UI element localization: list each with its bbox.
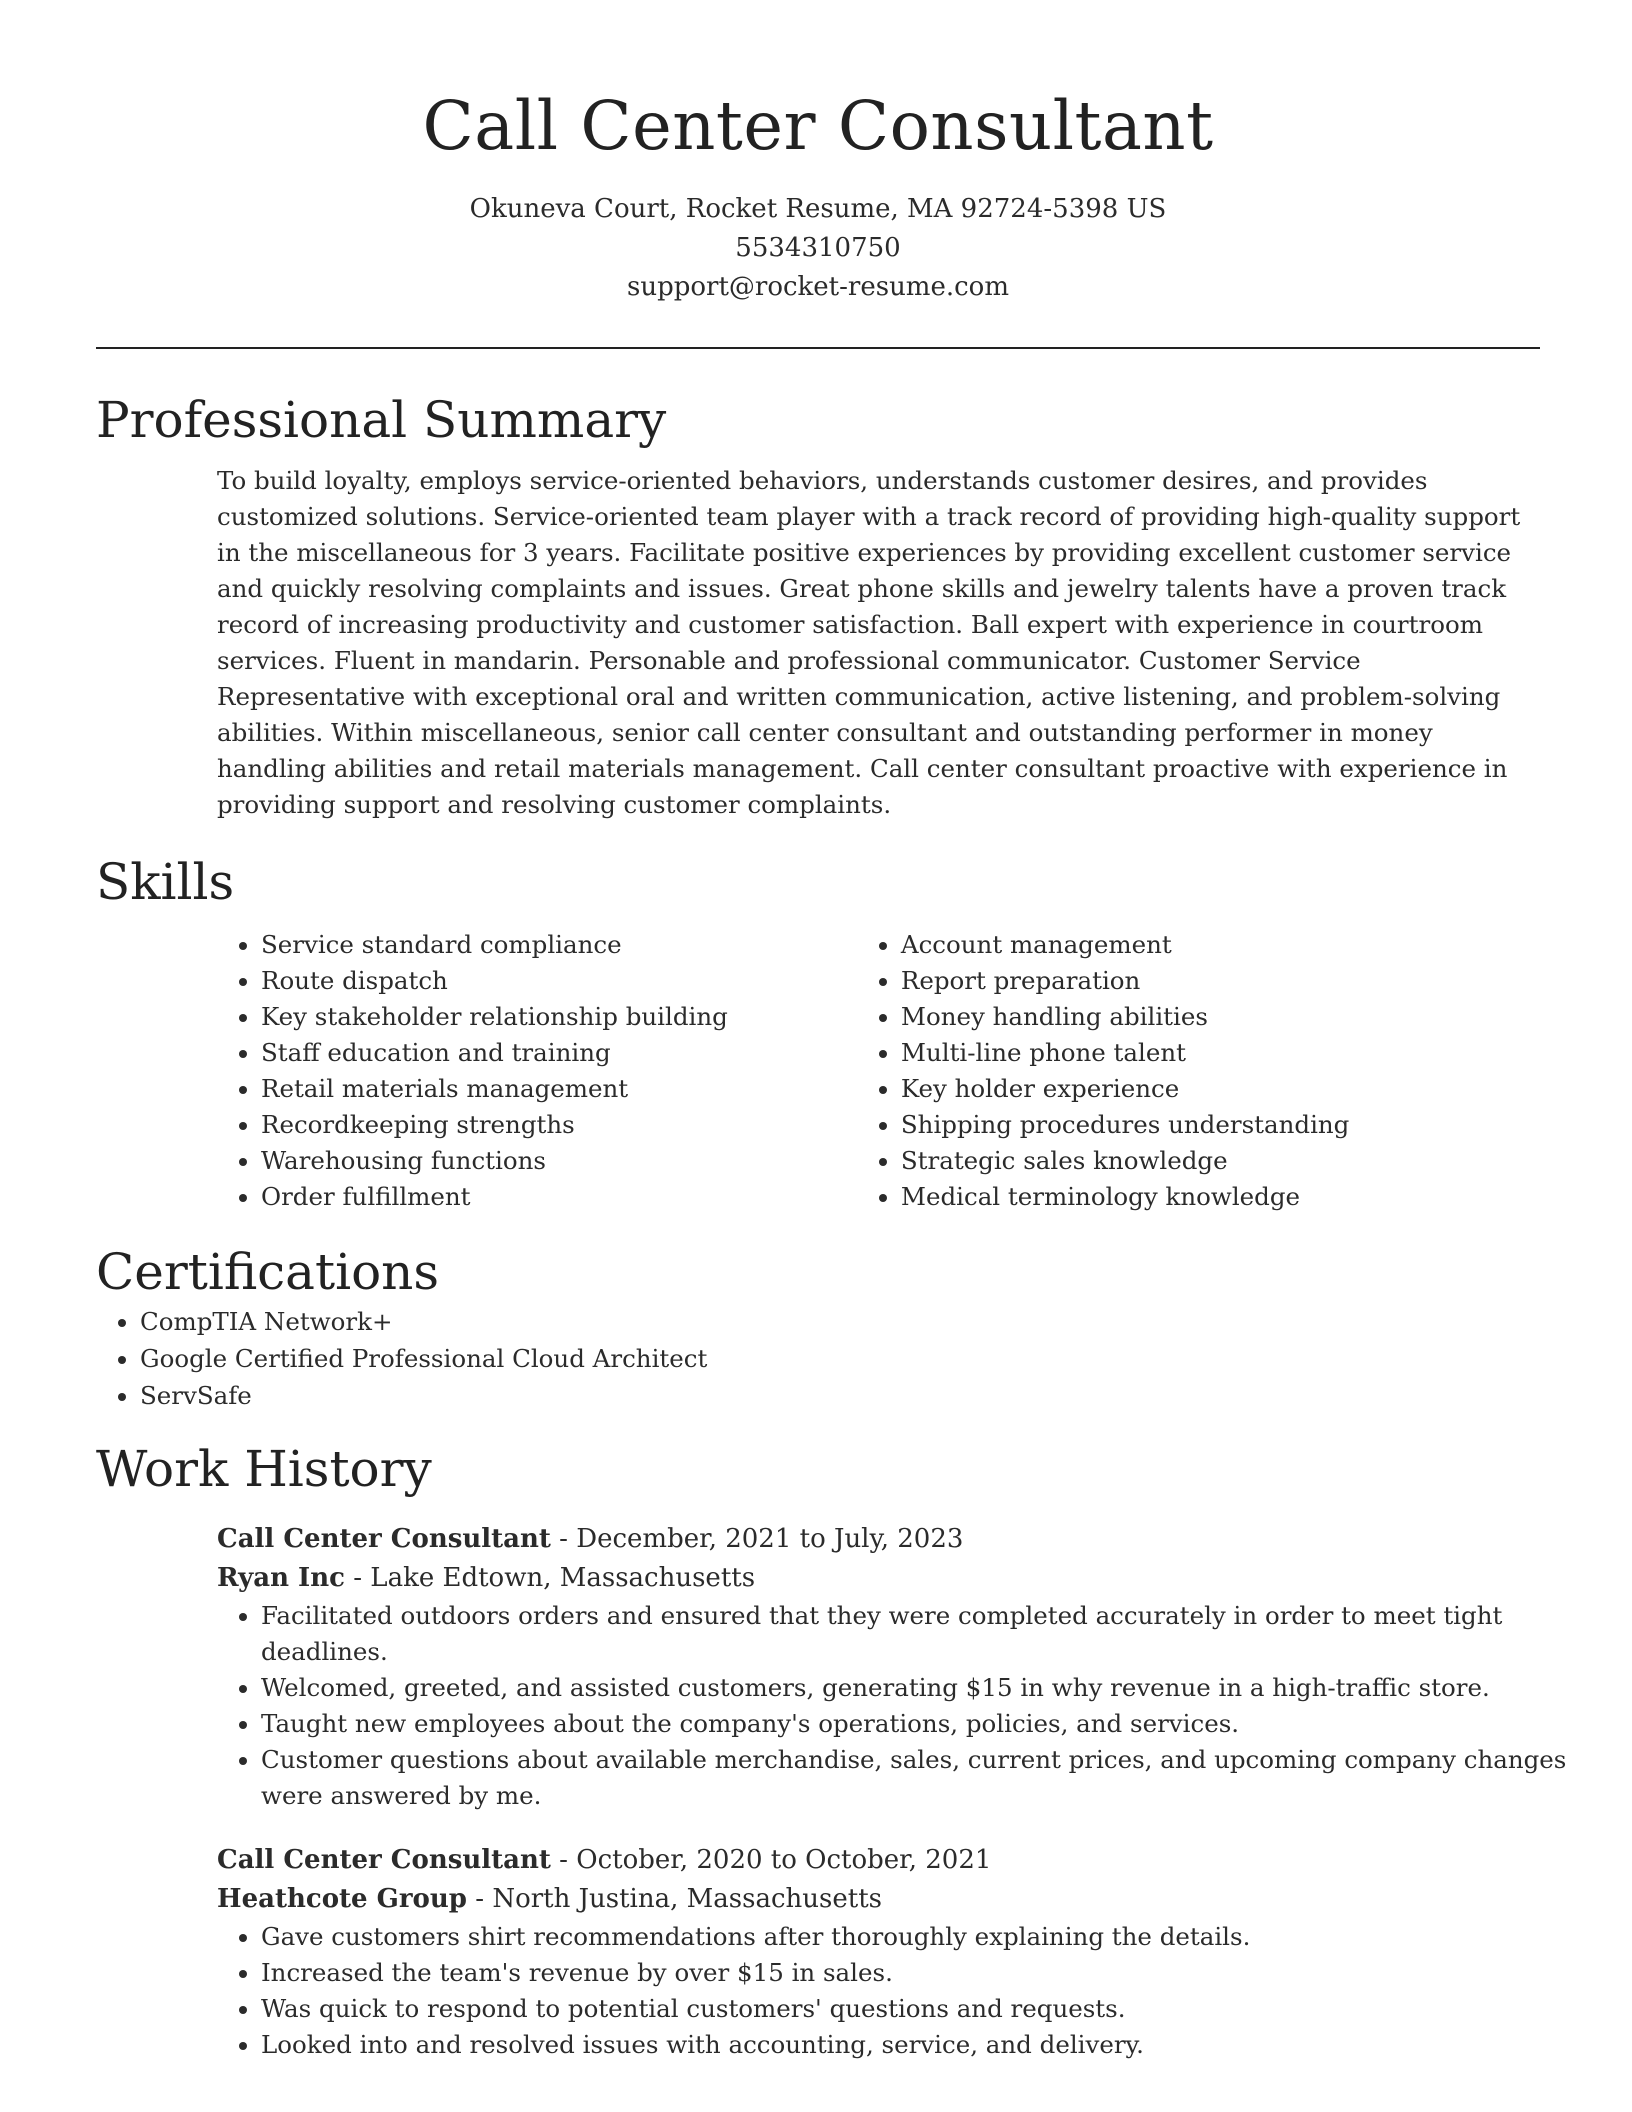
- job-dates: October, 2020 to October, 2021: [576, 1845, 992, 1875]
- job-duty: • Taught new employees about the company's operations, policies, and services.: [261, 1706, 1584, 1742]
- skills-heading: Skills: [96, 853, 235, 911]
- work-history-heading: Work History: [96, 1440, 432, 1498]
- job-duty: • Welcomed, greeted, and assisted customers, generating $15 in why revenue in a high-traffic store.: [261, 1670, 1584, 1706]
- skill-item: • Recordkeeping strengths: [261, 1107, 857, 1143]
- skill-item: • Order fulfillment: [261, 1179, 857, 1215]
- summary-text: To build loyalty, employs service-oriented behaviors, understands customer desires, and provides customized solutions. Service-oriented team player with a track record of providing high-quality support in the miscellaneous for 3 years. Facilitate positive experiences by providing excellent customer service and quickly resolving complaints and issues. Great phone skills and jewelry talents have a proven track record of increasing productivity and customer satisfaction. Ball expert with experience in courtroom services. Fluent in mandarin. Personable and professional communicator. Customer Service Representative with exceptional oral and written communication, active listening, and problem-solving abilities. Within miscellaneous, senior call center consultant and outstanding performer in money handling abilities and retail materials management. Call center consultant proactive with experience in providing support and resolving customer complaints.: [217, 466, 1521, 819]
- job-role: Call Center Consultant: [217, 1845, 551, 1875]
- skill-item: • Strategic sales knowledge: [901, 1143, 1540, 1179]
- job-duty: • Facilitated outdoors orders and ensured that they were completed accurately in order to meet tight deadlines.: [261, 1598, 1584, 1670]
- skill-item: • Multi-line phone talent: [901, 1035, 1540, 1071]
- job-duty: • Gave customers shirt recommendations after thoroughly explaining the details.: [261, 1919, 1584, 1955]
- job-location: Lake Edtown, Massachusetts: [370, 1563, 756, 1593]
- resume-header: [96, 0, 1540, 307]
- job-duties-list: [217, 1919, 1584, 2063]
- job-company: Heathcote Group: [217, 1884, 467, 1914]
- skill-item: • Key stakeholder relationship building: [261, 999, 857, 1035]
- contact-phone: 5534310750: [735, 233, 901, 263]
- contact-block: [96, 190, 1540, 307]
- certifications-heading: Certifications: [96, 1243, 440, 1301]
- contact-email: support@rocket-resume.com: [626, 272, 1009, 302]
- job-duty: • Was quick to respond to potential customers' questions and requests.: [261, 1991, 1584, 2027]
- job-duty: • Looked into and resolved issues with accounting, service, and delivery.: [261, 2027, 1584, 2063]
- skill-item: • Report preparation: [901, 963, 1540, 999]
- skill-item: • Warehousing functions: [261, 1143, 857, 1179]
- job-duty: • Increased the team's revenue by over $15 in sales.: [261, 1955, 1584, 1991]
- skills-list-left: [217, 927, 857, 1215]
- job-company-line: [217, 1880, 1540, 1919]
- skill-item: • Shipping procedures understanding: [901, 1107, 1540, 1143]
- certification-item: • Google Certified Professional Cloud Architect: [140, 1340, 1540, 1377]
- job-entry: [217, 1520, 1567, 1814]
- separator: -: [550, 1524, 577, 1554]
- skill-item: • Key holder experience: [901, 1071, 1540, 1107]
- summary-heading: Professional Summary: [96, 391, 667, 449]
- resume-page: [96, 0, 1567, 2063]
- skill-item: • Account management: [901, 927, 1540, 963]
- candidate-name: Call Center Consultant: [422, 87, 1214, 165]
- job-role: Call Center Consultant: [217, 1524, 551, 1554]
- job-company-line: [217, 1559, 1540, 1598]
- skill-item: • Service standard compliance: [261, 927, 857, 963]
- job-duties-list: [217, 1598, 1584, 1814]
- job-title-line: [217, 1520, 1540, 1559]
- certifications-list: [96, 1303, 1540, 1414]
- job-dates: December, 2021 to July, 2023: [576, 1524, 964, 1554]
- skill-item: • Staff education and training: [261, 1035, 857, 1071]
- contact-address: Okuneva Court, Rocket Resume, MA 92724-5398 US: [469, 194, 1167, 224]
- certification-item: • CompTIA Network+: [140, 1303, 1540, 1340]
- separator: -: [344, 1563, 371, 1593]
- skill-item: • Money handling abilities: [901, 999, 1540, 1035]
- separator: -: [550, 1845, 577, 1875]
- header-divider: [96, 347, 1540, 349]
- job-entry: [217, 1841, 1540, 2063]
- skill-item: • Medical terminology knowledge: [901, 1179, 1540, 1215]
- job-company: Ryan Inc: [217, 1563, 345, 1593]
- skills-columns: [217, 927, 1540, 1215]
- skill-item: • Retail materials management: [261, 1071, 857, 1107]
- skills-list-right: [857, 927, 1540, 1215]
- job-duty: • Customer questions about available merchandise, sales, current prices, and upcoming company changes were answered by me.: [261, 1742, 1584, 1814]
- certification-item: • ServSafe: [140, 1377, 1540, 1414]
- separator: -: [466, 1884, 493, 1914]
- skill-item: • Route dispatch: [261, 963, 857, 999]
- job-title-line: [217, 1841, 1540, 1880]
- job-location: North Justina, Massachusetts: [492, 1884, 882, 1914]
